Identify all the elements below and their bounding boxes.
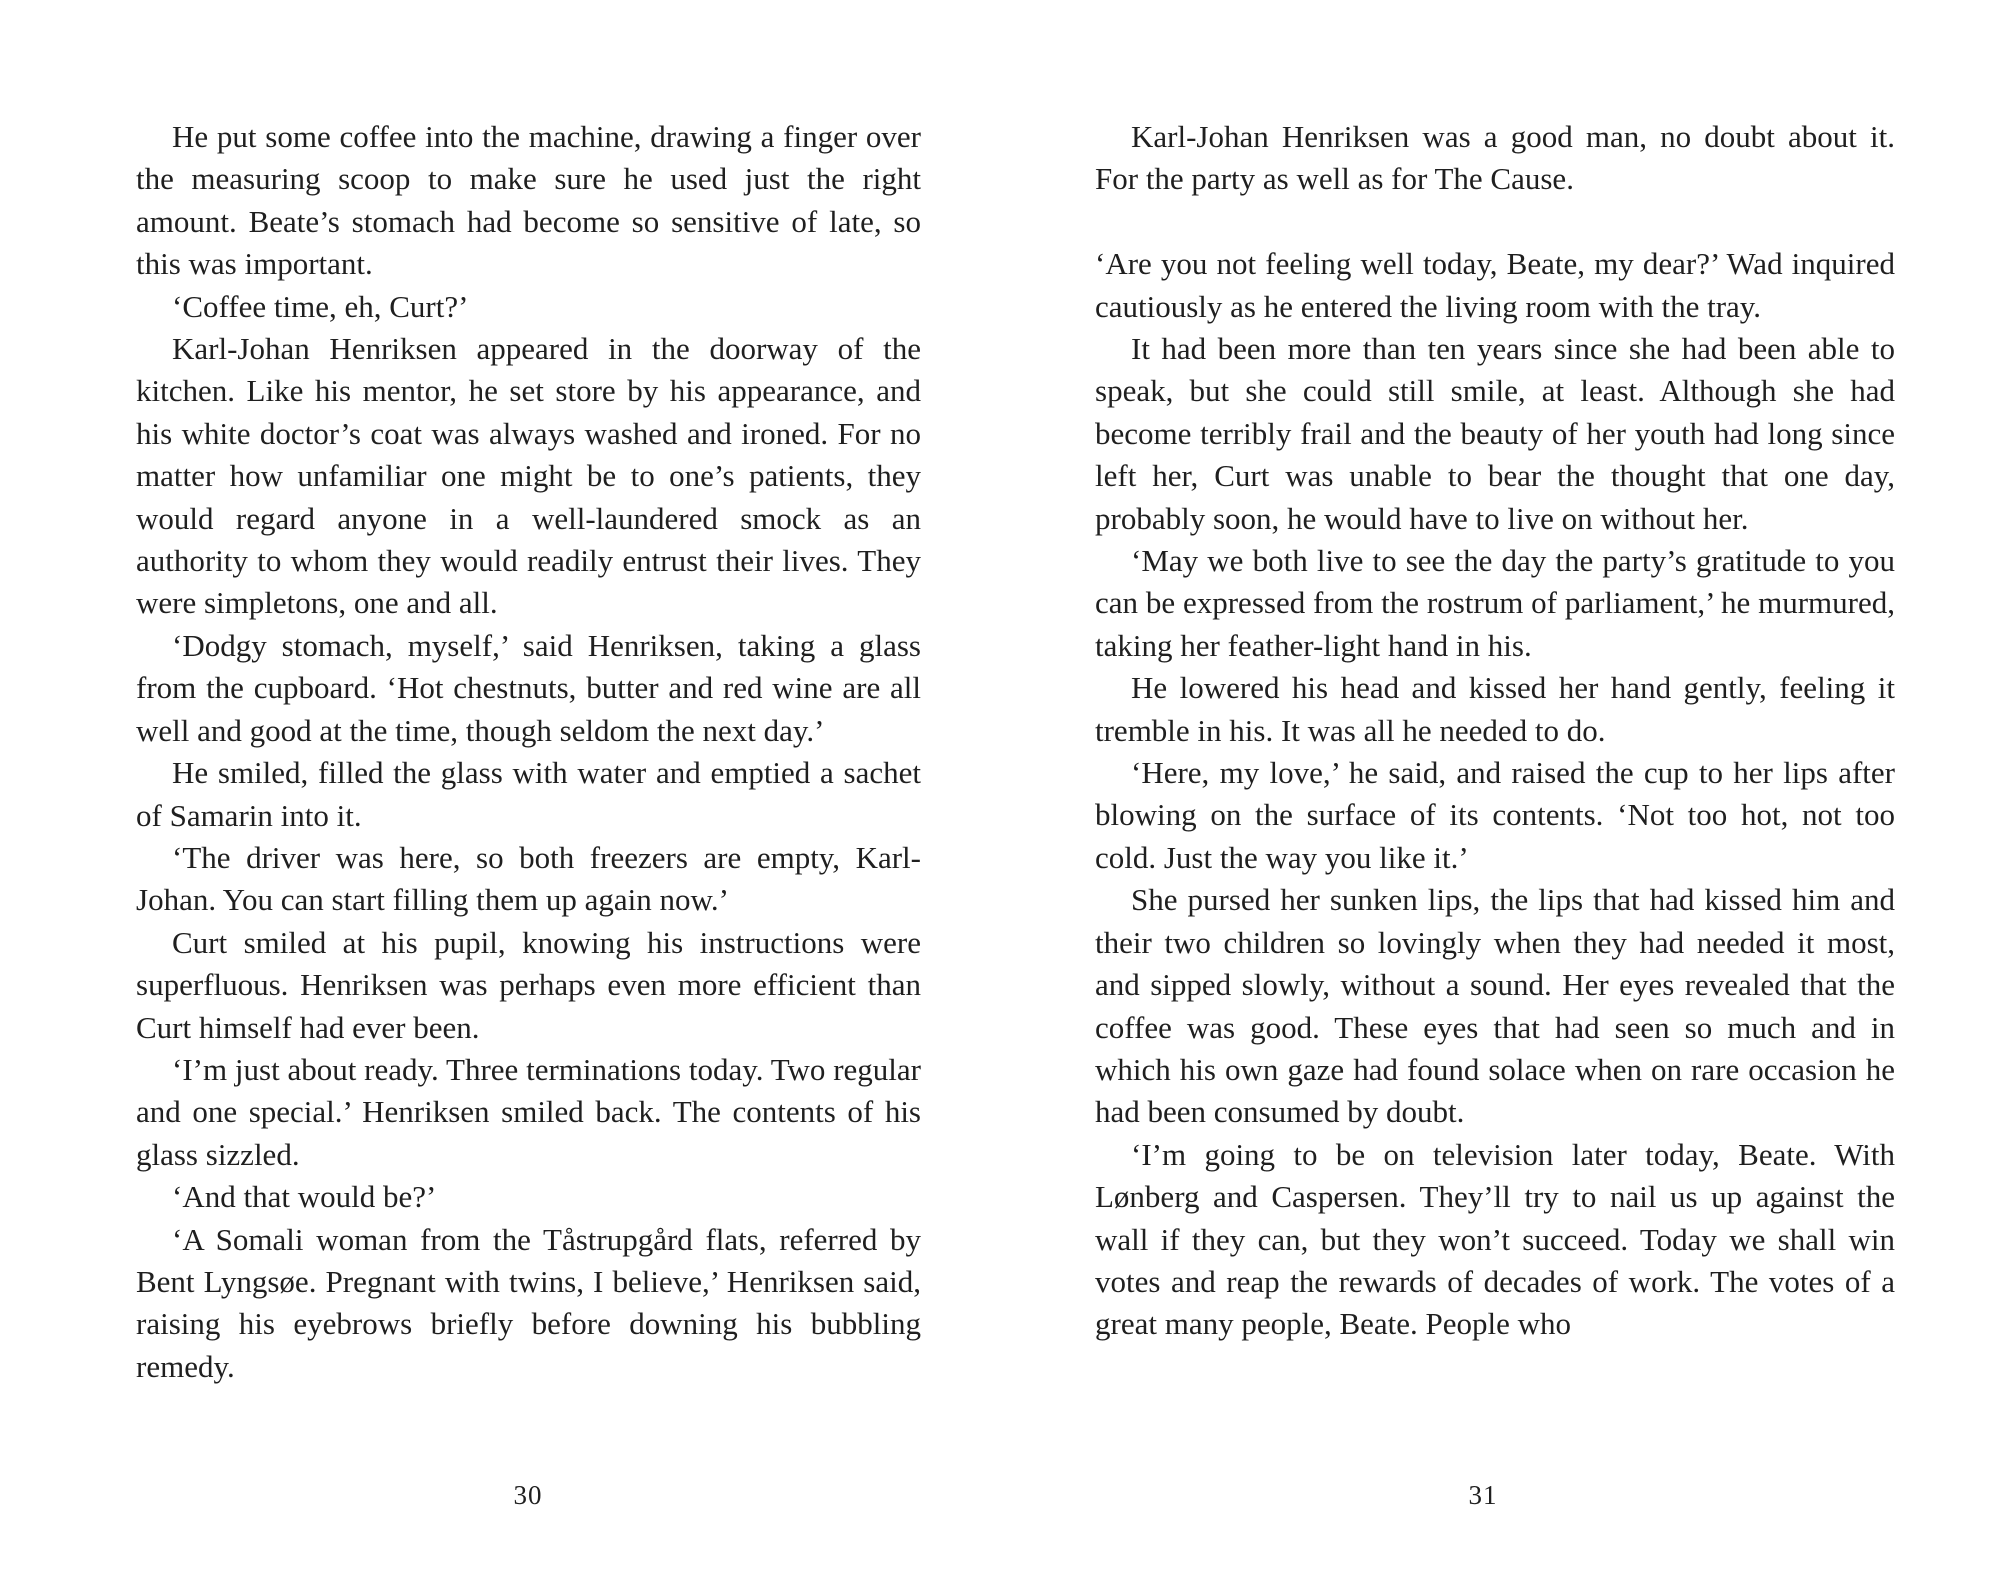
paragraph: ‘I’m going to be on television later today, Beate. With Lønberg and Caspersen. They’ll try to nail us up against the wall if they can, but they won’t succeed. Today we shall win votes and reap the rewards of decades of work. The votes of a great many people, Beate. People who bbox=[1095, 1136, 1895, 1342]
paragraph: ‘The driver was here, so both freezers are empty, Karl-Johan. You can start filling them up again now.’ bbox=[136, 839, 921, 918]
paragraph: ‘I’m just about ready. Three terminations today. Two regular and one special.’ Henriksen smiled back. The contents of his glass sizzled. bbox=[136, 1051, 921, 1172]
paragraph: She pursed her sunken lips, the lips that had kissed him and their two children so lovingly when they had needed it most, and sipped slowly, without a sound. Her eyes revealed that the coffee was good. These eyes that had seen so much and in which his own gaze had found solace when on rare occasion he had been consumed by doubt. bbox=[1095, 882, 1895, 1130]
paragraph: He lowered his head and kissed her hand gently, feeling it tremble in his. It was all he needed to do. bbox=[1095, 670, 1895, 748]
paragraph: ‘Coffee time, eh, Curt?’ bbox=[172, 288, 469, 324]
paragraph: It had been more than ten years since she had been able to speak, but she could still smile, at least. Although she had become terribly frail and the beauty of her youth had long since left her, Curt was unable to bear the thought that one day, probably soon, he would have to live on without her. bbox=[1095, 331, 1895, 536]
paragraph: ‘Here, my love,’ he said, and raised the cup to her lips after blowing on the surface of its contents. ‘Not too hot, not too cold. Just the way you like it.’ bbox=[1095, 755, 1895, 875]
page-number: 30 bbox=[513, 1480, 543, 1510]
left-page-text bbox=[136, 116, 921, 1388]
paragraph: Karl-Johan Henriksen was a good man, no doubt about it. For the party as well as for The Cause. bbox=[1095, 119, 1895, 197]
paragraph: ‘A Somali woman from the Tåstrupgård flats, referred by Bent Lyngsøe. Pregnant with twins, I believe,’ Henriksen said, raising his eyebrows briefly before downing his bubbling remedy. bbox=[136, 1221, 921, 1384]
paragraph: ‘Dodgy stomach, myself,’ said Henriksen, taking a glass from the cupboard. ‘Hot chestnuts, butter and red wine are all well and good at the time, though seldom the next day.’ bbox=[136, 627, 921, 748]
paragraph: Karl-Johan Henriksen appeared in the doorway of the kitchen. Like his mentor, he set store by his appearance, and his white doctor’s coat was always washed and ironed. For no matter how unfamiliar one might be to one’s patients, they would regard anyone in a well-laundered smock as an authority to whom they would readily entrust their lives. They were simpletons, one and all. bbox=[136, 331, 921, 621]
page-number: 31 bbox=[1468, 1480, 1498, 1510]
paragraph: ‘May we both live to see the day the party’s gratitude to you can be expressed from the rostrum of parliament,’ he murmured, taking her feather-light hand in his. bbox=[1095, 543, 1895, 663]
right-page bbox=[1000, 0, 2000, 1584]
section-break bbox=[1095, 201, 1895, 243]
paragraph: ‘And that would be?’ bbox=[172, 1179, 437, 1215]
paragraph: He put some coffee into the machine, drawing a finger over the measuring scoop to make sure he used just the right amount. Beate’s stomach had become so sensitive of late, so this was important. bbox=[136, 119, 921, 282]
paragraph: ‘Are you not feeling well today, Beate, my dear?’ Wad inquired cautiously as he entered the living room with the tray. bbox=[1095, 246, 1895, 324]
right-page-text bbox=[1095, 116, 1895, 1346]
paragraph: Curt smiled at his pupil, knowing his instructions were superfluous. Henriksen was perhaps even more efficient than Curt himself had ever been. bbox=[136, 924, 921, 1045]
paragraph: He smiled, filled the glass with water and emptied a sachet of Samarin into it. bbox=[136, 755, 921, 833]
